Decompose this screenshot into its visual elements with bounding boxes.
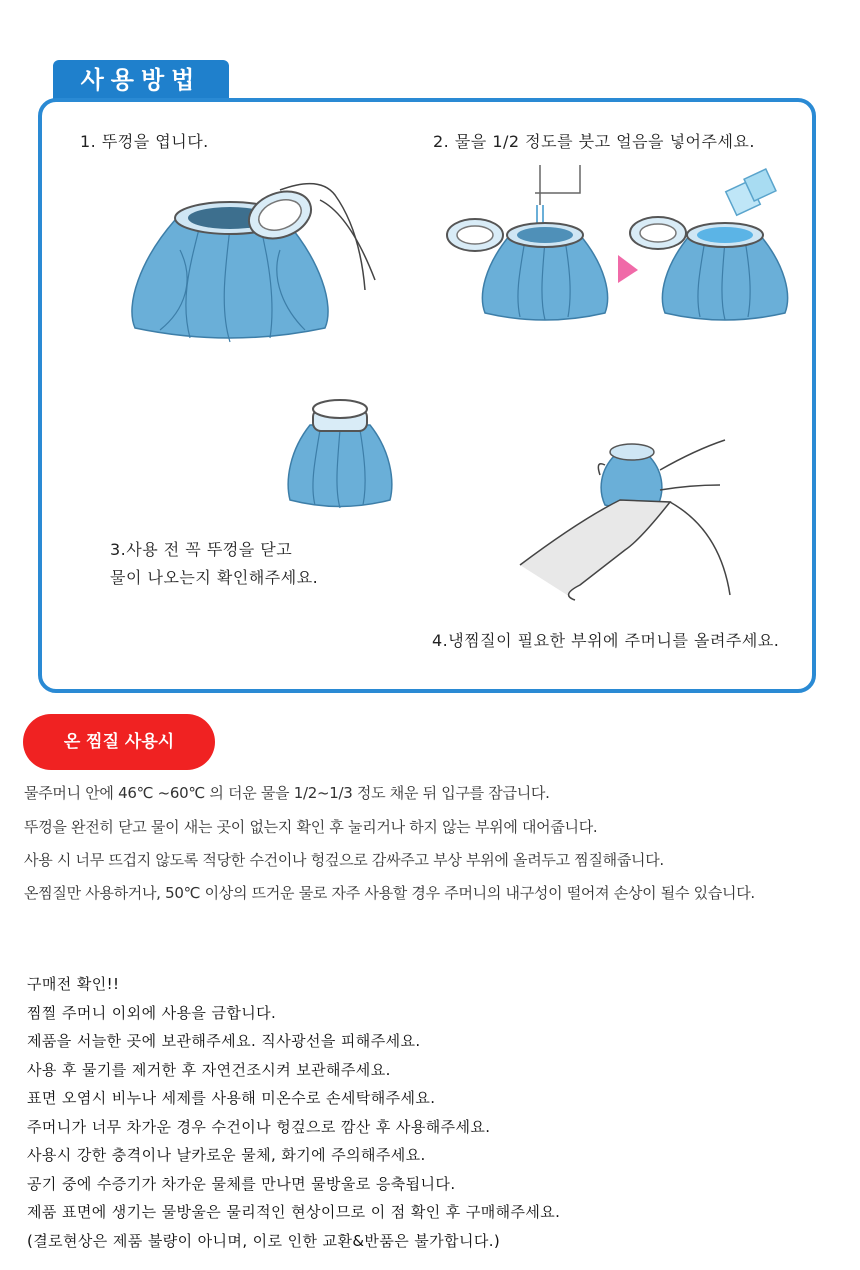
step-2-illustration <box>440 165 780 335</box>
precaution-item: 제품 표면에 생기는 물방울은 물리적인 현상이므로 이 점 확인 후 구매해주세요. <box>27 1203 561 1221</box>
hot-instruction-line: 뚜껑을 완전히 닫고 물이 새는 곳이 없는지 확인 후 눌리거나 하지 않는 부위에 대어줍니다. <box>24 818 598 836</box>
step-2-caption: 2. 물을 1/2 정도를 붓고 얼음을 넣어주세요. <box>433 132 755 151</box>
cap-icon <box>447 219 503 251</box>
hot-instruction-line: 물주머니 안에 46℃ ~60℃ 의 더운 물을 1/2~1/3 정도 채운 뒤 입구를 잠급니다. <box>24 784 550 802</box>
ice-bag-icon <box>288 400 392 508</box>
precaution-item: 주머니가 너무 차가운 경우 수건이나 헝겊으로 깜산 후 사용해주세요. <box>27 1117 491 1136</box>
precaution-item: 사용 후 물기를 제거한 후 자연건조시켜 보관해주세요. <box>27 1060 391 1079</box>
leg-icon <box>520 500 670 600</box>
hot-compress-badge: 온 찜질 사용시 <box>23 714 215 770</box>
precautions-list <box>27 970 560 1255</box>
precaution-item: 표면 오염시 비누나 세제를 사용해 미온수로 손세탁해주세요. <box>27 1089 436 1107</box>
hot-instruction-line: 사용 시 너무 뜨겁지 않도록 적당한 수건이나 헝겊으로 감싸주고 부상 부위에 올려두고 찜질해줍니다. <box>24 851 664 869</box>
ice-cube-icon <box>726 169 776 215</box>
precaution-item: 공기 중에 수증기가 차가운 물체를 만나면 물방울로 응축됩니다. <box>27 1174 456 1193</box>
precaution-item: 제품을 서늘한 곳에 보관해주세요. 직사광선을 피해주세요. <box>27 1032 421 1050</box>
step-1-caption: 1. 뚜껑을 엽니다. <box>80 132 209 151</box>
step-3-caption-line1: 3.사용 전 꼭 뚜껑을 닫고 <box>110 540 293 559</box>
precaution-item: 사용시 강한 충격이나 날카로운 물체, 화기에 주의해주세요. <box>27 1146 426 1164</box>
step-4-illustration <box>520 430 735 605</box>
step-3-illustration <box>285 395 395 510</box>
step-3-caption-line2: 물이 나오는지 확인해주세요. <box>110 568 319 587</box>
precaution-item: 찜찔 주머니 이외에 사용을 금합니다. <box>27 1003 277 1022</box>
water-tap-icon <box>535 165 580 225</box>
hot-instruction-line: 온찜질만 사용하거나, 50℃ 이상의 뜨거운 물로 자주 사용할 경우 주머니의 내구성이 떨어져 손상이 될수 있습니다. <box>24 884 755 902</box>
step-1-illustration <box>120 170 390 345</box>
precaution-heading: 구매전 확인!! <box>27 975 120 993</box>
precaution-item: (결로현상은 제품 불량이 아니며, 이로 인한 교환&반품은 불가합니다.) <box>27 1231 501 1250</box>
arrow-icon <box>618 255 638 283</box>
cap-icon <box>630 217 686 249</box>
step-4-caption: 4.냉찜질이 필요한 부위에 주머니를 올려주세요. <box>432 631 780 650</box>
ice-bag-icon <box>601 444 662 509</box>
section-title-tab: 사용방법 <box>53 60 229 100</box>
